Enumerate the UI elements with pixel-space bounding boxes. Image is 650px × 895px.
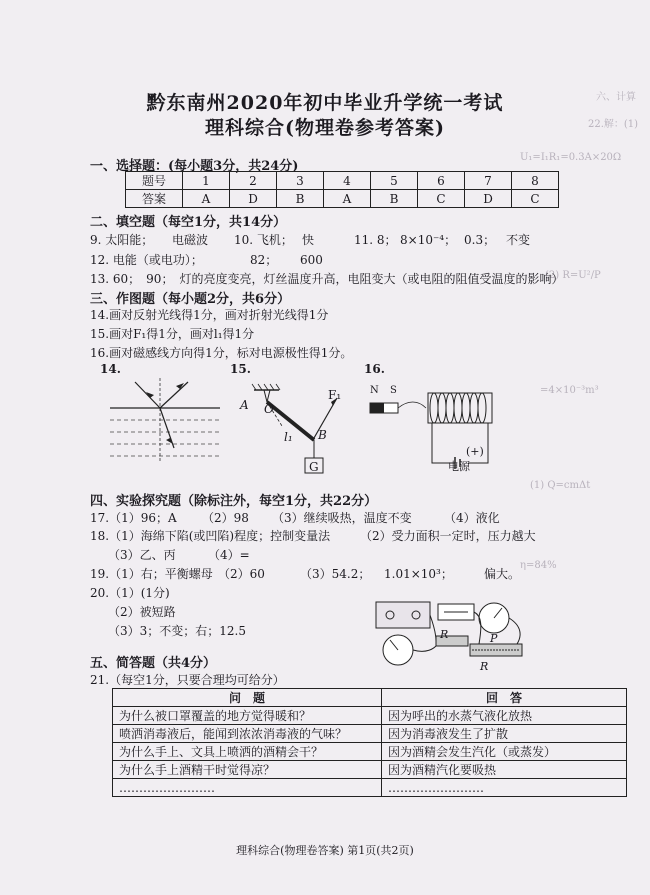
table-cell-answer: 因为呼出的水蒸气液化放热 [382, 707, 627, 725]
answer-text: （2）受力面积一定时，压力越大 [360, 529, 536, 543]
table-cell-question: 为什么手上酒精干时觉得凉？ [113, 761, 382, 779]
answer-line-q16: 16.画对磁感线方向得1分，标对电源极性得1分。 [90, 346, 353, 360]
answer-text: （2）60 [218, 567, 265, 581]
answer-text: 偏大。 [484, 567, 521, 581]
page-title: 黔东南州2020年初中毕业升学统一考试 [146, 92, 504, 114]
answer-text: （3）继续吸热，温度不变 [272, 511, 412, 525]
table-cell-answer: 因为酒精汽化要吸热 [382, 761, 627, 779]
table-cell-question: 为什么手上、文具上喷洒的酒精会干？ [113, 743, 382, 761]
power-source-label: 电源 [448, 460, 470, 473]
answer-text: （2）98 [202, 511, 249, 525]
answer-line-q18b [108, 546, 250, 563]
table-head-answer: 回 答 [382, 689, 627, 707]
choice-answer-table [125, 171, 559, 208]
answer-text: 17.（1）96；A [90, 511, 177, 525]
table-cell-number: 6 [418, 172, 465, 190]
bleed-through-text: η=84% [520, 560, 557, 571]
answer-text: 600 [300, 253, 323, 267]
table-head-question: 问 题 [113, 689, 382, 707]
table-cell-number: 3 [277, 172, 324, 190]
table-cell-answer: C [512, 190, 559, 208]
answer-text: （3）乙、丙 [108, 548, 176, 562]
lever-point-a: A [240, 398, 249, 412]
answer-line-q20c: （3）3；不变；右；12.5 [108, 624, 246, 638]
magnet-south-label: S [390, 385, 397, 396]
answer-text: 10. 飞机； [234, 233, 293, 247]
table-cell-answer: D [230, 190, 277, 208]
power-polarity-label: (+) [466, 445, 484, 458]
table-cell-answer: B [371, 190, 418, 208]
answer-text: 电磁波 [172, 233, 209, 247]
table-cell-number: 4 [324, 172, 371, 190]
table-cell-number: 2 [230, 172, 277, 190]
lever-point-o: O [264, 402, 274, 416]
force-f1-label: F₁ [328, 388, 342, 402]
table-cell-number: 1 [183, 172, 230, 190]
table-cell-answer: C [418, 190, 465, 208]
answer-line-q20a: 20.（1）(1分) [90, 586, 170, 600]
section3-heading: 三、作图题（每小题2分，共6分） [90, 292, 291, 307]
answer-text: 9. 太阳能； [90, 233, 154, 247]
bleed-through-text: U₁=I₁R₁=0.3A×20Ω [520, 152, 622, 163]
table-cell-answer: D [465, 190, 512, 208]
figure15-label: 15. [230, 362, 251, 376]
table-head-answer: 答案 [126, 190, 183, 208]
answer-line-q12 [90, 251, 323, 268]
table-cell-number: 8 [512, 172, 559, 190]
section5-heading: 五、简答题（共4分） [90, 656, 217, 671]
section1-heading: 一、选择题：(每小题3分，共24分) [90, 159, 299, 174]
page-footer: 理科综合(物理卷答案) 第1页(共2页) [236, 844, 414, 857]
answer-line-q14: 14.画对反射光线得1分，画对折射光线得1分 [90, 308, 329, 322]
answer-text: 8×10⁻⁴； [400, 233, 457, 247]
answer-line-q9-11 [90, 231, 530, 248]
answer-line-q17 [90, 509, 500, 526]
table-row [113, 743, 627, 761]
page-subtitle: 理科综合(物理卷参考答案) [205, 117, 445, 139]
table-row [113, 761, 627, 779]
arm-l1-label: l₁ [284, 430, 293, 444]
table-cell-answer: …………………… [382, 779, 627, 797]
figure20-circuit-diagram [372, 596, 532, 672]
table-row [113, 707, 627, 725]
magnet-north-label: N [370, 385, 379, 396]
answer-text: 11. 8； [354, 233, 397, 247]
section2-heading: 二、填空题（每空1分，共14分） [90, 215, 287, 230]
figure16-label: 16. [364, 362, 385, 376]
resistor-r-label: R [440, 628, 449, 641]
answer-text: 82； [250, 253, 278, 267]
answer-line-q21: 21.（每空1分，只要合理均可给分） [90, 673, 285, 687]
bleed-through-text: (2) R=U²/P [545, 270, 601, 281]
answer-line-q18a [90, 527, 536, 544]
table-cell-answer: A [324, 190, 371, 208]
table-cell-answer: 因为消毒液发生了扩散 [382, 725, 627, 743]
answer-text: 12. 电能（或电功）； [90, 253, 203, 267]
answer-text: （4）= [208, 548, 250, 562]
table-cell-number: 5 [371, 172, 418, 190]
table-cell-answer: 因为酒精会发生汽化（或蒸发） [382, 743, 627, 761]
table-cell-question: 喷洒消毒液后，能闻到浓浓消毒液的气味？ [113, 725, 382, 743]
short-answer-table [112, 688, 627, 797]
figure14-label: 14. [100, 362, 121, 376]
table-cell-number: 7 [465, 172, 512, 190]
answer-text: 快 [302, 233, 315, 247]
bleed-through-text: 六、计算 [596, 92, 636, 103]
answer-line-q15: 15.画对F₁得1分，画对l₁得1分 [90, 327, 255, 341]
figure14-optics-diagram [110, 378, 220, 463]
answer-text: 18.（1）海绵下陷(或凹陷)程度；控制变量法 [90, 529, 331, 543]
answer-line-q20b: （2）被短路 [108, 605, 176, 619]
table-cell-answer: B [277, 190, 324, 208]
section4-heading: 四、实验探究题（除标注外，每空1分，共22分） [90, 494, 378, 509]
answer-text: 1.01×10³； [384, 567, 453, 581]
answer-text: （4）液化 [444, 511, 500, 525]
table-row [113, 725, 627, 743]
answer-text: （3）54.2； [300, 567, 371, 581]
table-cell-question: 为什么被口罩覆盖的地方觉得暖和？ [113, 707, 382, 725]
answer-text: 19.（1）右；平衡螺母 [90, 567, 213, 581]
rheostat-r-label: R [480, 660, 489, 673]
bleed-through-text: =4×10⁻³m³ [540, 385, 599, 396]
lever-point-b: B [318, 428, 327, 442]
answer-line-q19 [90, 565, 520, 582]
figure16-solenoid-diagram [370, 385, 500, 475]
answer-text: 0.3； [464, 233, 496, 247]
table-row [113, 779, 627, 797]
bleed-through-text: 22.解：(1) [588, 119, 639, 130]
table-cell-answer: A [183, 190, 230, 208]
answer-text: 不变 [506, 233, 531, 247]
weight-g-label: G [309, 460, 319, 474]
slider-p-label: P [490, 632, 498, 645]
table-cell-question: …………………… [113, 779, 382, 797]
bleed-through-text: (1) Q=cmΔt [530, 480, 591, 491]
answer-line-q13: 13. 60； 90； 灯的亮度变亮，灯丝温度升高，电阻变大（或电阻的阻值受温度的影响） [90, 272, 564, 286]
table-head-number: 题号 [126, 172, 183, 190]
